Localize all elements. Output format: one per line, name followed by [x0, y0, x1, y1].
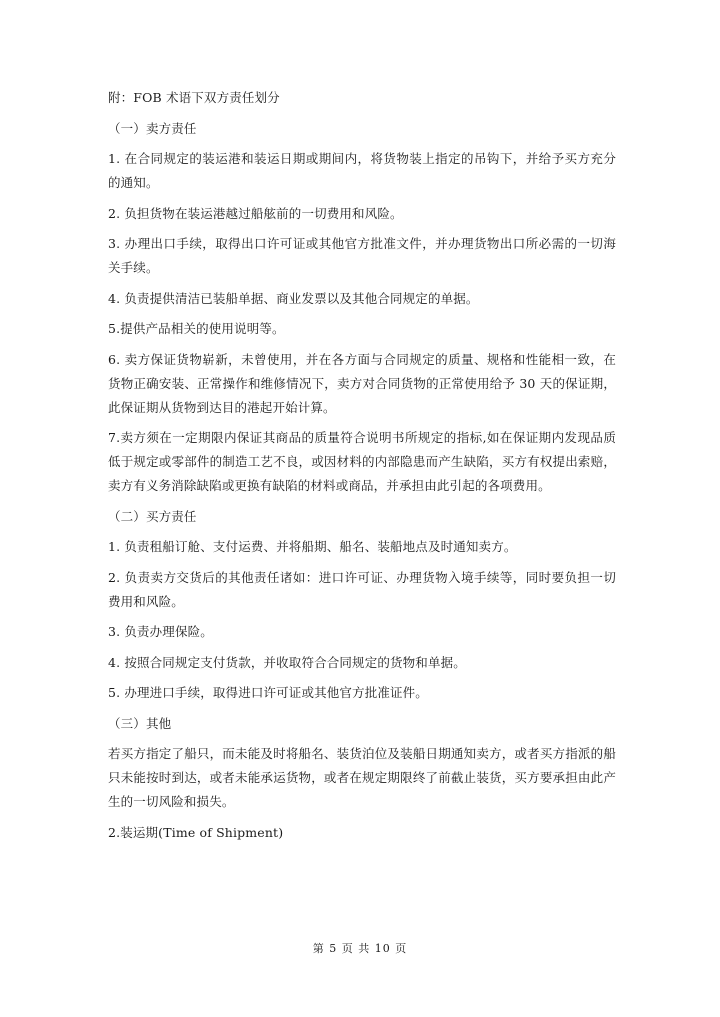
paragraph: 1. 在合同规定的装运港和装运日期或期间内，将货物装上指定的吊钩下，并给予买方充分的通知。	[108, 151, 616, 190]
section-heading-other: （三）其他	[108, 715, 172, 731]
paragraph: 4. 负责提供清洁已装船单据、商业发票以及其他合同规定的单据。	[108, 290, 479, 306]
paragraph: 5.提供产品相关的使用说明等。	[108, 321, 285, 336]
paragraph: 2.装运期(Time of Shipment)	[108, 824, 284, 840]
section-heading-seller: （一）卖方责任	[108, 120, 197, 136]
paragraph: 4. 按照合同规定支付货款，并收取符合合同规定的货物和单据。	[108, 654, 466, 670]
document-body	[108, 86, 616, 851]
paragraph: 3. 办理出口手续，取得出口许可证或其他官方批准文件，并办理货物出口所必需的一切海关手续。	[108, 236, 616, 275]
paragraph: 1. 负责租船订舱、支付运费、并将船期、船名、装船地点及时通知卖方。	[108, 539, 517, 554]
paragraph: 2. 负担货物在装运港越过船舷前的一切费用和风险。	[108, 205, 403, 221]
paragraph: 5. 办理进口手续，取得进口许可证或其他官方批准证件。	[108, 685, 428, 700]
section-heading-buyer: （二）买方责任	[108, 508, 197, 524]
document-heading: 附：FOB 术语下双方责任划分	[108, 90, 280, 105]
page-footer: 第 5 页 共 10 页	[312, 942, 408, 955]
paragraph: 7.卖方须在一定期限内保证其商品的质量符合说明书所规定的指标,如在保证期内发现品质低于规定或零部件的制造工艺不良，或因材料的内部隐患而产生缺陷，买方有权提出索赔，卖方有义务消除缺陷或更换有缺陷的材料或商品，并承担由此引起的各项费用。	[108, 430, 616, 493]
paragraph: 3. 负责办理保险。	[108, 624, 213, 639]
paragraph: 6. 卖方保证货物崭新，未曾使用，并在各方面与合同规定的质量、规格和性能相一致，在货物正确安装、正常操作和维修情况下，卖方对合同货物的正常使用给予 30 天的保证期，此保证期从货物到达目的港起开始计算。	[108, 351, 616, 415]
paragraph: 若买方指定了船只，而未能及时将船名、装货泊位及装船日期通知卖方，或者买方指派的船只未能按时到达，或者未能承运货物，或者在规定期限终了前截止装货，买方要承担由此产生的一切风险和损失。	[108, 746, 616, 809]
paragraph: 2. 负责卖方交货后的其他责任诸如：进口许可证、办理货物入境手续等，同时要负担一切费用和风险。	[108, 569, 616, 609]
